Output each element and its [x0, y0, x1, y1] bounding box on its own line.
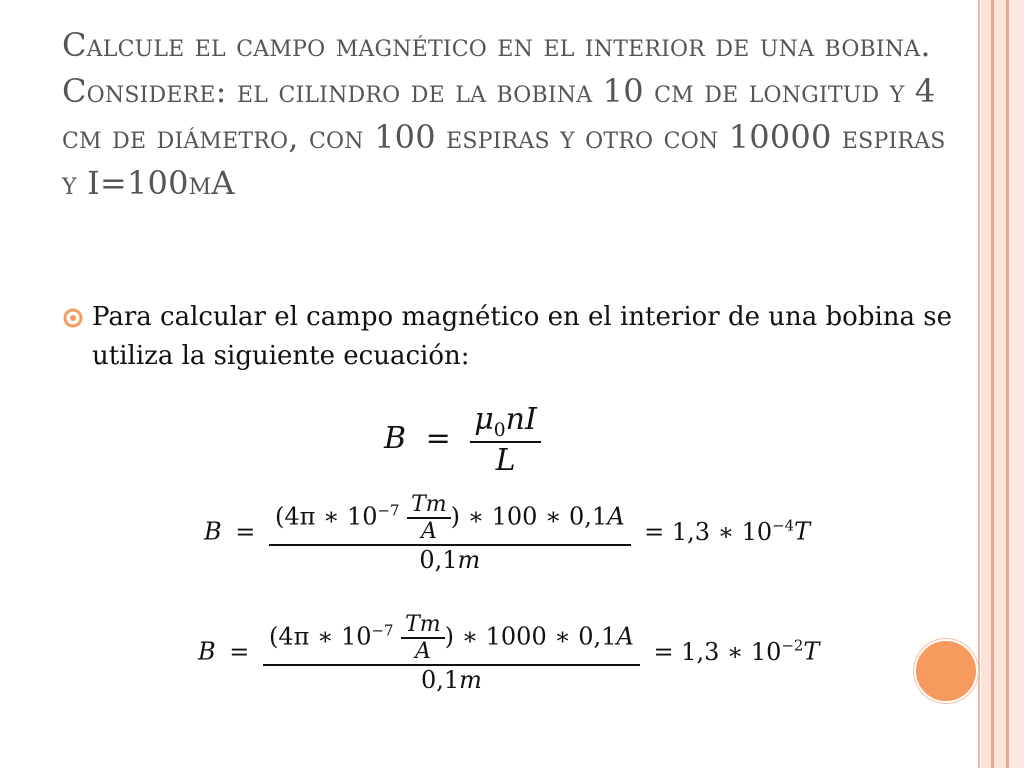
calc2-tail-unit: A: [616, 622, 634, 651]
calc1-unit-num: Tm: [407, 492, 451, 519]
orange-circle-icon: [914, 639, 978, 703]
calc2-equals: =: [229, 637, 250, 666]
calc2-unit-den: A: [414, 639, 431, 664]
circle-bullet-icon: [62, 307, 84, 329]
decorative-stripe: [981, 0, 991, 768]
calc1-equals: =: [235, 517, 256, 546]
calc1-unit-den: A: [420, 519, 437, 544]
formula-numerator-rest: nI: [505, 402, 537, 437]
calc2-result-exponent: −2: [781, 636, 804, 655]
calc1-open: (4π ∗ 10: [275, 502, 378, 531]
calc2-tail: ∗ 1000 ∗ 0,1: [461, 622, 617, 651]
calc1-numerator: [269, 492, 631, 546]
calc1-fraction: [269, 492, 631, 574]
formula-fraction: [470, 402, 541, 478]
calc1-close: ): [450, 502, 461, 531]
calc1-result: = 1,3 ∗ 10: [644, 517, 773, 546]
mu-symbol: μ: [474, 402, 494, 437]
calc2-result: = 1,3 ∗ 10: [653, 637, 782, 666]
calc1-result-unit: T: [794, 517, 811, 546]
calc1-result-exponent: −4: [772, 516, 795, 535]
mu-subscript: 0: [493, 420, 506, 441]
calc2-exponent: −7: [371, 621, 394, 640]
decorative-stripe: [994, 0, 1006, 768]
calc1-tail-unit: A: [607, 502, 625, 531]
calc1-lhs: B: [204, 517, 222, 546]
decorative-stripe: [978, 0, 980, 768]
calc1-unit-fraction: [407, 492, 451, 544]
calc-equation-100: [204, 492, 810, 574]
slide-title: Calcule el campo magnético en el interior de una bobina. Considere: el cilindro de la bobina 10 cm de longitud y 4 cm de diámetro, con 100 espiras y otro con 10000 espiras y I=100mA: [62, 26, 946, 202]
calc1-tail: ∗ 100 ∗ 0,1: [467, 502, 608, 531]
calc2-denominator: [263, 666, 640, 694]
calc2-open: (4π ∗ 10: [269, 622, 372, 651]
calc2-lhs: B: [198, 637, 216, 666]
calc1-den-value: 0,1: [419, 546, 458, 574]
calc2-result-unit: T: [803, 637, 820, 666]
formula-lhs: B: [384, 421, 407, 456]
formula-numerator: [470, 402, 541, 443]
calc2-den-unit: m: [459, 666, 482, 694]
calc2-fraction: [263, 612, 640, 694]
calc1-denominator: [269, 546, 631, 574]
calc-equation-1000: [198, 612, 819, 694]
calc2-numerator: [263, 612, 640, 666]
formula-equation: [384, 402, 541, 478]
decorative-stripe: [1009, 0, 1024, 768]
bullet-text: Para calcular el campo magnético en el interior de una bobina se utiliza la siguiente ecuación:: [92, 302, 953, 371]
calc2-close: ): [444, 622, 455, 651]
calc1-den-unit: m: [457, 546, 481, 574]
calc2-unit-fraction: [401, 612, 445, 664]
calc1-exponent: −7: [377, 501, 400, 520]
formula-equals: =: [425, 421, 451, 456]
calc2-unit-num: Tm: [401, 612, 445, 639]
formula-denominator: L: [495, 443, 516, 478]
calc2-den-value: 0,1: [420, 666, 460, 694]
